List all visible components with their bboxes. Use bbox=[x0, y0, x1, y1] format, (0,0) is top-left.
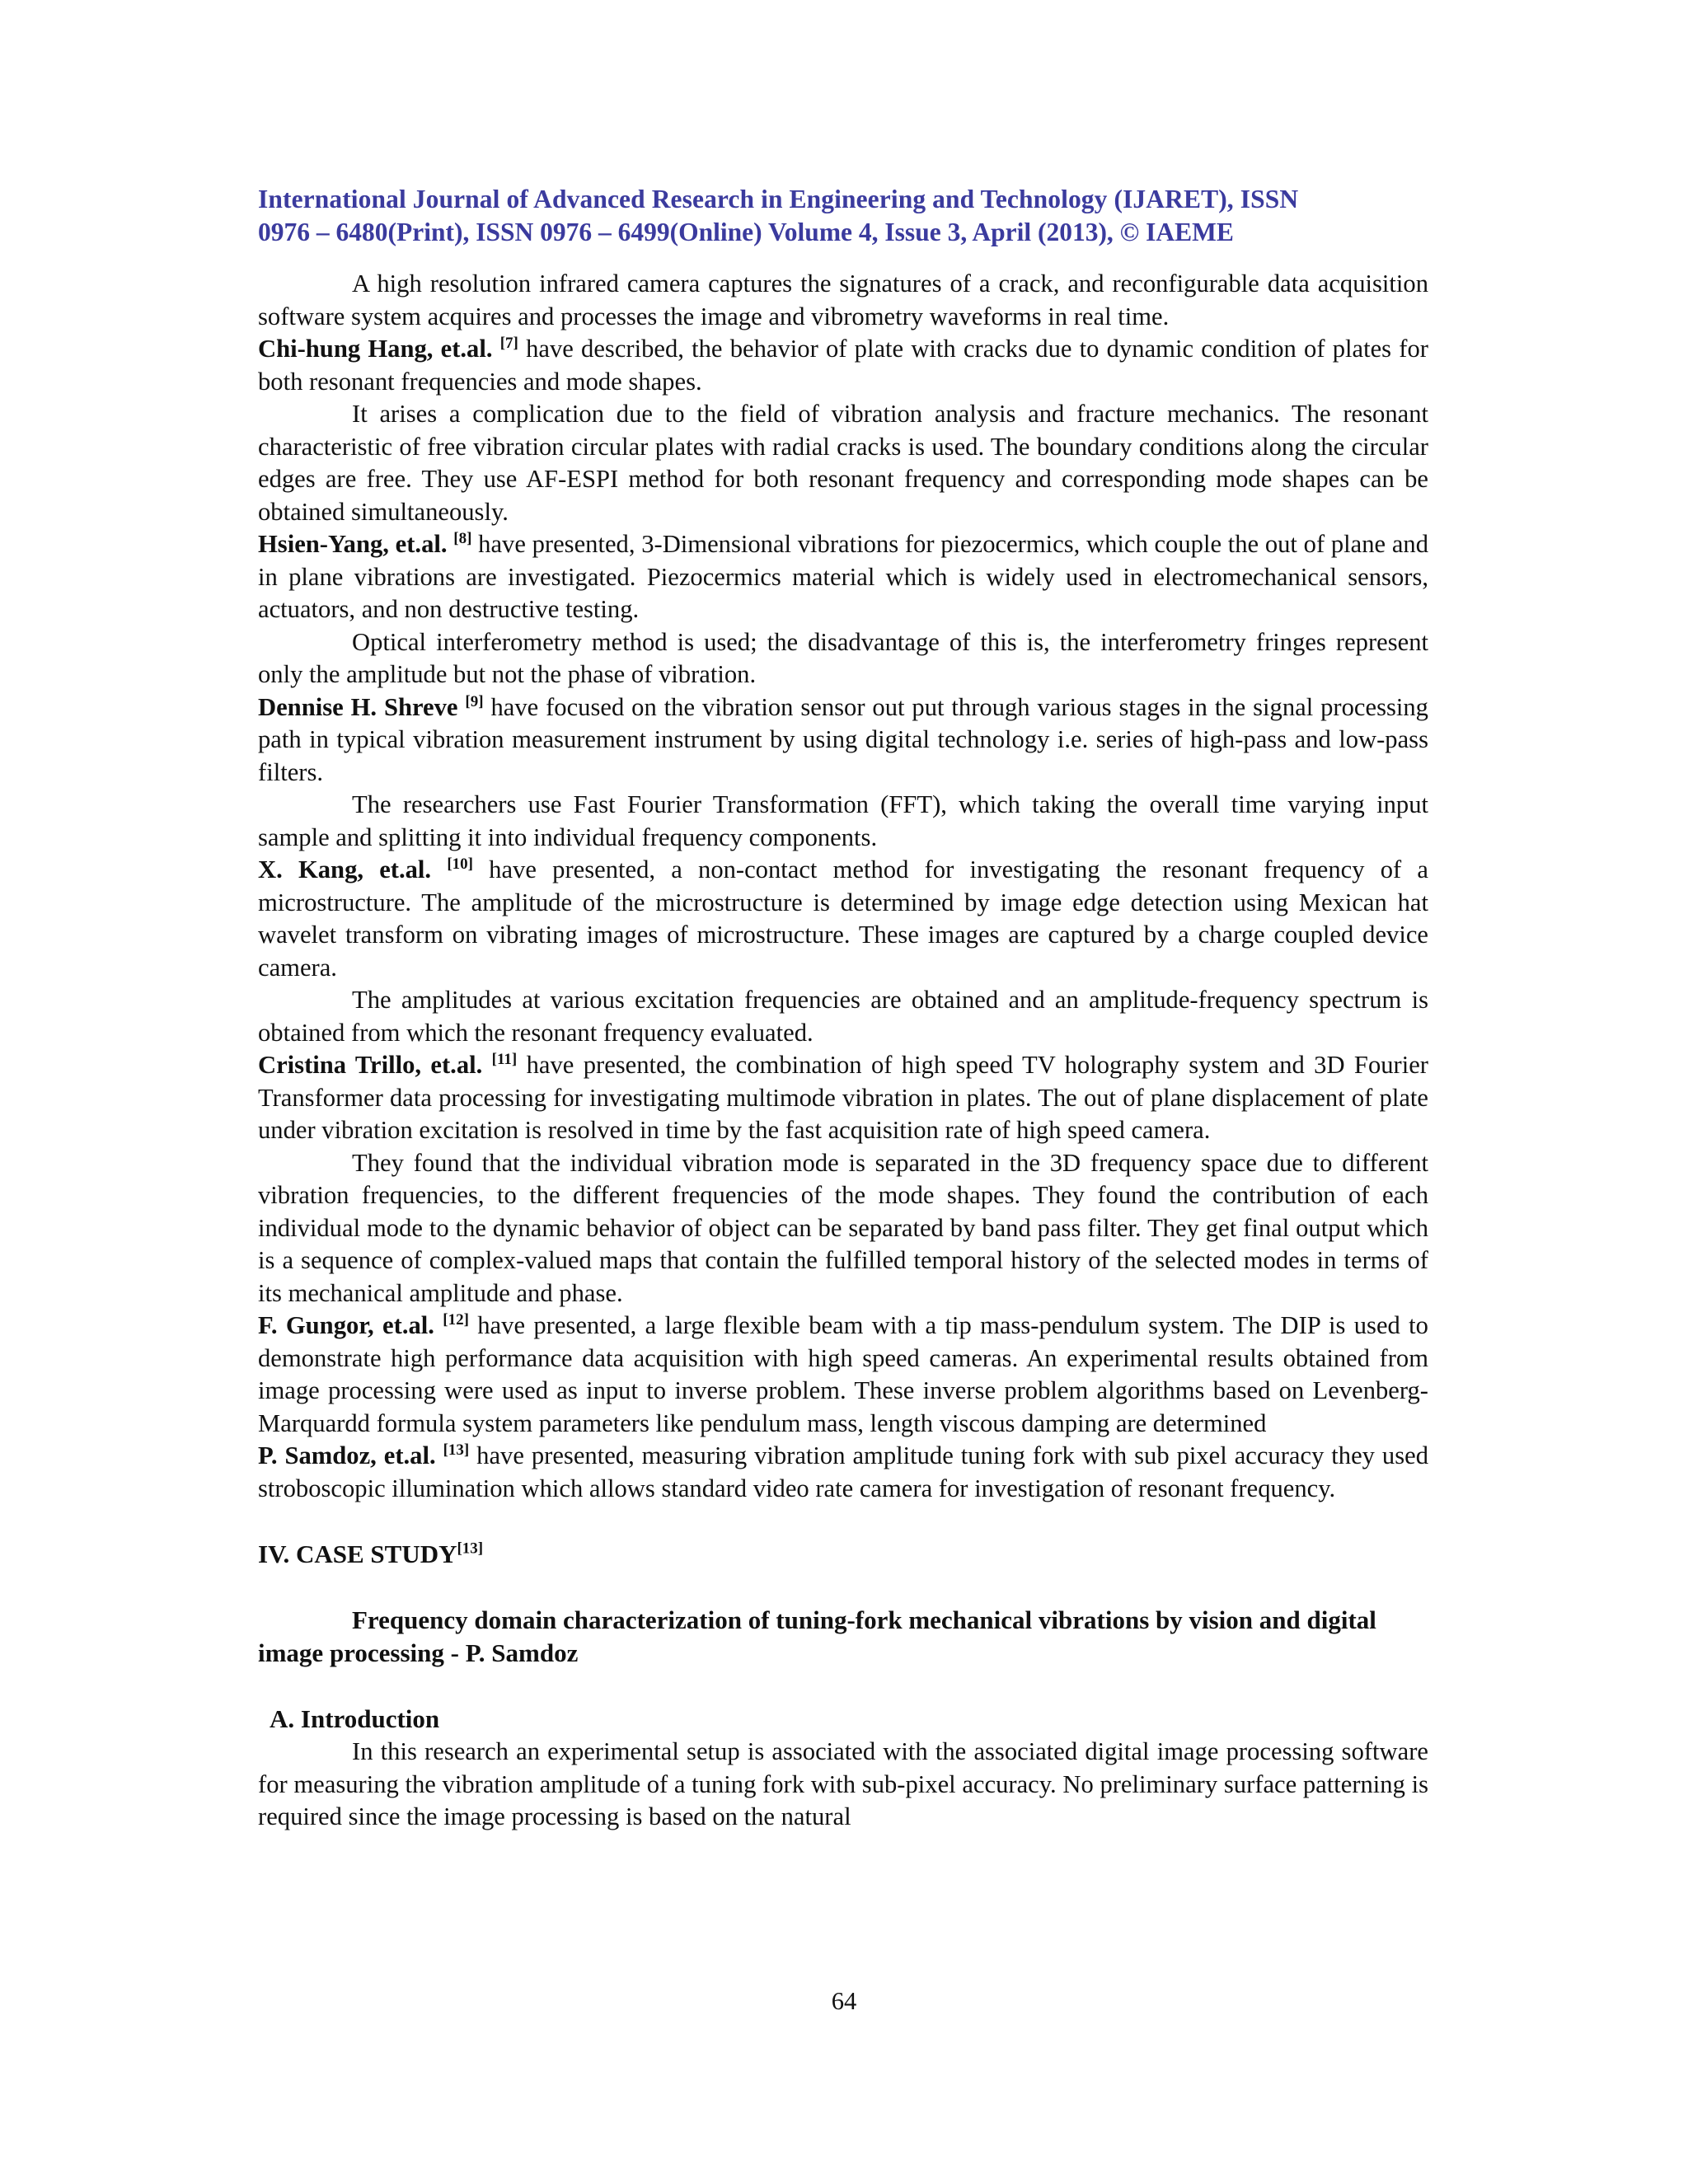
paragraph: The researchers use Fast Fourier Transformation (FFT), which taking the overall time varying input sample and splitting it into individual frequency components. bbox=[258, 790, 1428, 851]
reference-author: P. Samdoz, et.al. bbox=[258, 1441, 436, 1469]
paragraph: The amplitudes at various excitation frequencies are obtained and an amplitude-frequency spectrum is obtained from which the resonant frequency evaluated. bbox=[258, 986, 1428, 1047]
journal-header-line-2: 0976 – 6480(Print), ISSN 0976 – 6499(Online) Volume 4, Issue 3, April (2013), © IAEME bbox=[258, 218, 1234, 246]
reference-author: Cristina Trillo, et.al. bbox=[258, 1051, 483, 1079]
reference-text: have presented, a large flexible beam with a tip mass-pendulum system. The DIP is used to demonstrate high performance data acquisition with high speed cameras. An experimental results obtained from image processing were used as input to inverse problem. These inverse problem algorithms based on Levenberg-Marquardd formula system parameters like pendulum mass, length viscous damping are determined bbox=[258, 1311, 1428, 1437]
reference-number: [8] bbox=[453, 529, 472, 547]
reference-paragraph-8 bbox=[258, 528, 1428, 626]
subsection-heading: A. Introduction bbox=[270, 1704, 440, 1733]
reference-paragraph-10 bbox=[258, 854, 1428, 984]
reference-number: [12] bbox=[443, 1310, 469, 1329]
reference-number: [11] bbox=[491, 1050, 518, 1068]
case-study-title: Frequency domain characterization of tuning-fork mechanical vibrations by vision and digital image processing - P. Samdoz bbox=[258, 1605, 1376, 1667]
reference-paragraph-12 bbox=[258, 1310, 1428, 1440]
reference-paragraph-11 bbox=[258, 1049, 1428, 1147]
journal-header bbox=[258, 183, 1428, 249]
paragraph: A high resolution infrared camera captures the signatures of a crack, and reconfigurable data acquisition software system acquires and processes the image and vibrometry waveforms in real time. bbox=[258, 269, 1428, 330]
reference-number: [10] bbox=[447, 855, 473, 873]
reference-text: have presented, 3-Dimensional vibrations for piezocermics, which couple the out of plane and in plane vibrations are investigated. Piezocermics material which is widely used in electromechanical sensors, actuators, and non destructive testing. bbox=[258, 530, 1429, 623]
reference-text: have described, the behavior of plate with cracks due to dynamic condition of plates for both resonant frequencies and mode shapes. bbox=[258, 335, 1428, 396]
reference-author: X. Kang, et.al. bbox=[258, 855, 432, 883]
section-heading bbox=[258, 1538, 1428, 1571]
reference-number: [7] bbox=[499, 334, 518, 352]
section-heading-reference: [13] bbox=[457, 1540, 484, 1558]
paragraph: It arises a complication due to the field of vibration analysis and fracture mechanics. The resonant characteristic of free vibration circular plates with radial cracks is used. The boundary conditions along the circular edges are free. They use AF-ESPI method for both resonant frequency and corresponding mode shapes can be obtained simultaneously. bbox=[258, 400, 1428, 526]
reference-author: Hsien-Yang, et.al. bbox=[258, 530, 448, 558]
reference-text: have presented, measuring vibration amplitude tuning fork with sub pixel accuracy they used stroboscopic illumination which allows standard video rate camera for investigation of resonant frequency. bbox=[258, 1441, 1429, 1502]
reference-paragraph-7 bbox=[258, 333, 1428, 398]
page-content bbox=[258, 183, 1428, 1834]
reference-number: [13] bbox=[443, 1441, 470, 1459]
reference-text: have focused on the vibration sensor out put through various stages in the signal processing path in typical vibration measurement instrument by using digital technology i.e. series of high-pass and low-pass filters. bbox=[258, 692, 1428, 786]
reference-paragraph-9 bbox=[258, 691, 1428, 790]
reference-author: Dennise H. Shreve bbox=[258, 692, 458, 721]
reference-paragraph-13 bbox=[258, 1440, 1428, 1505]
paragraph: They found that the individual vibration mode is separated in the 3D frequency space due to different vibration frequencies, to the different frequencies of the mode shapes. They found the contribution of each individual mode to the dynamic behavior of object can be separated by band pass filter. They get final output which is a sequence of complex-valued maps that contain the fulfilled temporal history of the selected modes in terms of its mechanical amplitude and phase. bbox=[258, 1148, 1428, 1307]
reference-number: [9] bbox=[465, 692, 484, 710]
reference-author: F. Gungor, et.al. bbox=[258, 1311, 434, 1339]
reference-text: have presented, a non-contact method for investigating the resonant frequency of a microstructure. The amplitude of the microstructure is determined by image edge detection using Mexican hat wavelet transform on vibrating images of microstructure. These images are captured by a charge coupled device camera. bbox=[258, 855, 1428, 982]
paragraph: Optical interferometry method is used; the disadvantage of this is, the interferometry fringes represent only the amplitude but not the phase of vibration. bbox=[258, 627, 1428, 688]
section-heading-text: IV. CASE STUDY bbox=[258, 1540, 457, 1568]
introduction-paragraph: In this research an experimental setup is associated with the associated digital image processing software for measuring the vibration amplitude of a tuning fork with sub-pixel accuracy. No preliminary surface patterning is required since the image processing is based on the natural bbox=[258, 1737, 1428, 1830]
journal-header-line-1: International Journal of Advanced Research in Engineering and Technology (IJARET), ISSN bbox=[258, 185, 1299, 213]
article-body bbox=[258, 268, 1428, 1505]
page-number: 64 bbox=[831, 1987, 857, 2015]
reference-author: Chi-hung Hang, et.al. bbox=[258, 335, 493, 363]
reference-text: have presented, the combination of high speed TV holography system and 3D Fourier Transformer data processing for investigating multimode vibration in plates. The out of plane displacement of plate under vibration excitation is resolved in time by the fast acquisition rate of high speed camera. bbox=[258, 1051, 1428, 1144]
